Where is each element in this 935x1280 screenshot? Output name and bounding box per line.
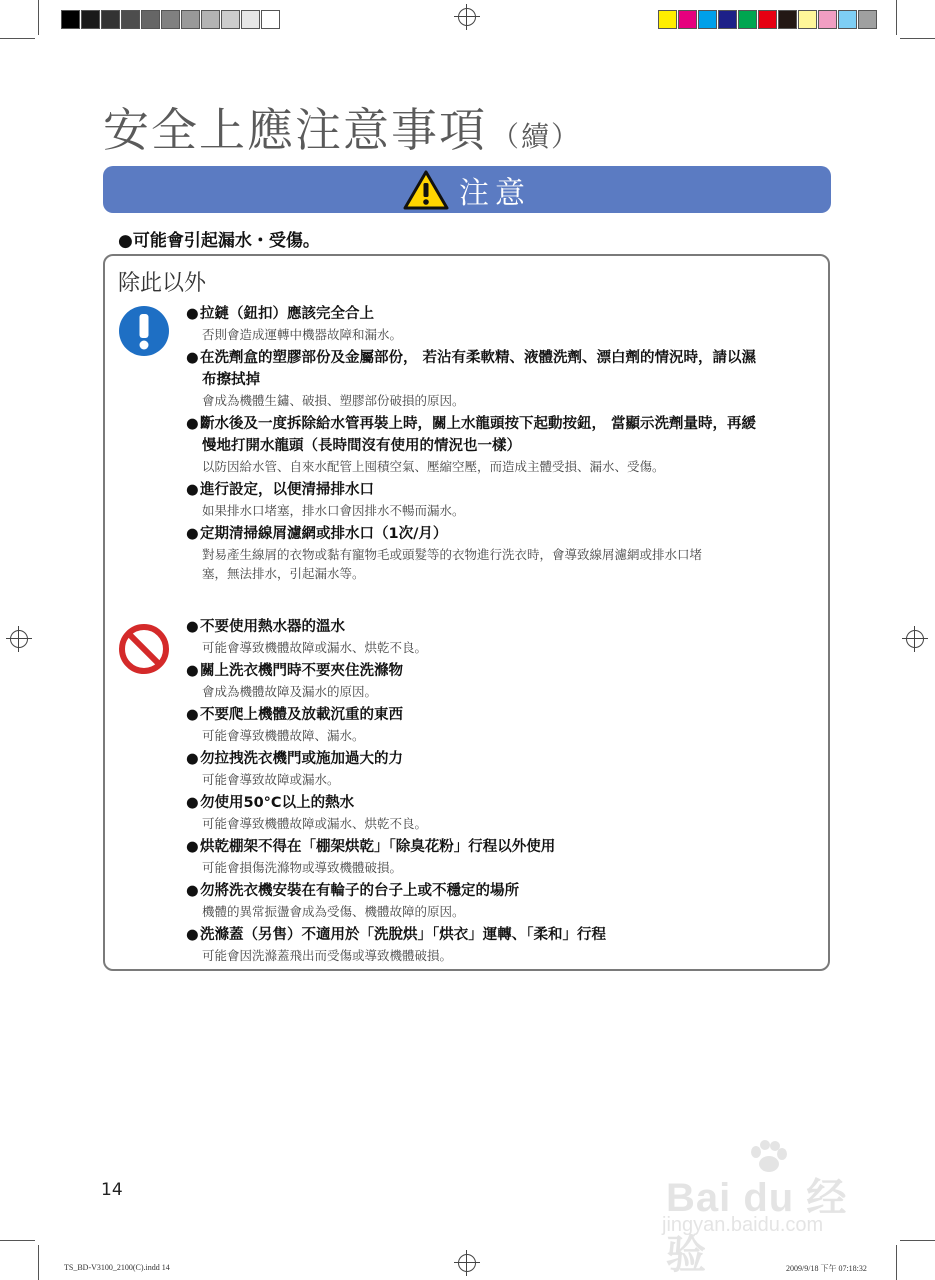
color-swatch xyxy=(818,10,837,29)
caution-banner xyxy=(103,166,831,213)
registration-mark-icon xyxy=(454,1250,480,1276)
item-description: 機體的異常振盪會成為受傷、機體故障的原因。 xyxy=(202,904,465,919)
item-description: 否則會造成運轉中機器故障和漏水。 xyxy=(202,327,403,342)
list-item: ●進行設定，以便清掃排水口 如果排水口堵塞，排水口會因排水不暢而漏水。 xyxy=(186,479,814,520)
item-heading: 關上洗衣機門時不要夾住洗滌物 xyxy=(200,663,403,679)
list-item: ●勿使用50°C以上的熱水 可能會導致機體故障或漏水、烘乾不良。 xyxy=(186,792,814,833)
color-swatch xyxy=(858,10,877,29)
lead-statement: ●可能會引起漏水・受傷。 xyxy=(118,231,320,251)
watermark-url: jingyan.baidu.com xyxy=(662,1214,824,1236)
color-swatch xyxy=(798,10,817,29)
prohibition-icon xyxy=(118,623,170,675)
item-heading: 洗滌蓋（另售）不適用於「洗脫烘」「烘衣」運轉、「柔和」行程 xyxy=(200,927,606,943)
mandatory-items xyxy=(186,303,814,586)
print-timestamp: 2009/9/18 下午 07:18:32 xyxy=(786,1264,867,1273)
list-item: ●不要爬上機體及放載沉重的東西 可能會導致機體故障、漏水。 xyxy=(186,704,814,745)
caution-label: 注意 xyxy=(459,175,531,211)
list-item: ●勿拉拽洗衣機門或施加過大的力 可能會導致故障或漏水。 xyxy=(186,748,814,789)
item-description: 可能會導致機體故障或漏水、烘乾不良。 xyxy=(202,640,428,655)
color-swatch xyxy=(181,10,200,29)
item-description: 會成為機體故障及漏水的原因。 xyxy=(202,684,378,699)
gray-color-bar xyxy=(61,10,281,29)
item-heading: 不要使用熱水器的溫水 xyxy=(200,619,345,635)
mandatory-exclamation-icon xyxy=(118,305,170,357)
panel-heading: 除此以外 xyxy=(118,271,207,296)
list-item: ●斷水後及一度拆除給水管再裝上時，關上水龍頭按下起動按鈕， 當顯示洗劑量時，再緩 慢地打開水龍頭（長時間沒有使用的情況也一樣） 以防因給水管、自來水配管上囤積空氣、壓縮空壓，而造成主體受損、漏水、受傷。 xyxy=(186,413,814,476)
page-number: 14 xyxy=(101,1180,123,1200)
item-heading: 烘乾棚架不得在「棚架烘乾」「除臭花粉」行程以外使用 xyxy=(200,839,556,855)
color-swatch xyxy=(121,10,140,29)
color-swatch xyxy=(61,10,80,29)
item-heading: 進行設定，以便清掃排水口 xyxy=(200,482,374,498)
list-item: ●勿將洗衣機安裝在有輪子的台子上或不穩定的場所 機體的異常振盪會成為受傷、機體故障的原因。 xyxy=(186,880,814,921)
color-swatch xyxy=(658,10,677,29)
item-heading: 不要爬上機體及放載沉重的東西 xyxy=(200,707,403,723)
watermark-text: Bai du 经验 xyxy=(666,1176,848,1277)
color-swatch xyxy=(778,10,797,29)
item-description: 可能會損傷洗滌物或導致機體破損。 xyxy=(202,860,403,875)
color-swatch xyxy=(241,10,260,29)
item-description: 可能會導致機體故障、漏水。 xyxy=(202,728,365,743)
item-heading: 勿使用50°C以上的熱水 xyxy=(200,795,355,811)
crop-mark xyxy=(38,1245,39,1280)
registration-mark-icon xyxy=(6,626,32,652)
list-item: ●不要使用熱水器的溫水 可能會導致機體故障或漏水、烘乾不良。 xyxy=(186,616,814,657)
crop-mark xyxy=(38,0,39,35)
list-item: ●在洗劑盒的塑膠部份及金屬部份， 若沾有柔軟精、液體洗劑、漂白劑的情況時，請以濕 布擦拭掉 會成為機體生鏽、破損、塑膠部份破損的原因。 xyxy=(186,347,814,410)
color-swatch xyxy=(718,10,737,29)
color-swatch xyxy=(698,10,717,29)
item-description: 對易產生線屑的衣物或黏有寵物毛或頭髮等的衣物進行洗衣時，會導致線屑濾網或排水口堵 xyxy=(202,547,703,562)
color-swatch xyxy=(758,10,777,29)
crop-mark xyxy=(0,1240,35,1241)
registration-mark-icon xyxy=(902,626,928,652)
crop-mark xyxy=(896,1245,897,1280)
item-heading: 勿拉拽洗衣機門或施加過大的力 xyxy=(200,751,403,767)
registration-mark-icon xyxy=(454,4,480,30)
item-heading: 拉鏈（鈕扣）應該完全合上 xyxy=(200,306,374,322)
prohibited-items xyxy=(186,616,814,968)
crop-mark xyxy=(900,38,935,39)
crop-mark xyxy=(900,1240,935,1241)
item-description-continued: 塞，無法排水，引起漏水等。 xyxy=(202,566,365,581)
color-swatch xyxy=(81,10,100,29)
color-swatch xyxy=(201,10,220,29)
list-item: ●洗滌蓋（另售）不適用於「洗脫烘」「烘衣」運轉、「柔和」行程 可能會因洗滌蓋飛出而受傷或導致機體破損。 xyxy=(186,924,814,965)
color-swatch xyxy=(838,10,857,29)
list-item: ●拉鏈（鈕扣）應該完全合上 否則會造成運轉中機器故障和漏水。 xyxy=(186,303,814,344)
page-title xyxy=(103,94,581,160)
item-description: 會成為機體生鏽、破損、塑膠部份破損的原因。 xyxy=(202,393,465,408)
color-swatch xyxy=(101,10,120,29)
color-swatch xyxy=(161,10,180,29)
item-heading: 斷水後及一度拆除給水管再裝上時，關上水龍頭按下起動按鈕， 當顯示洗劑量時，再緩 xyxy=(200,416,757,432)
color-swatch xyxy=(141,10,160,29)
item-description: 可能會因洗滌蓋飛出而受傷或導致機體破損。 xyxy=(202,948,453,963)
item-description: 以防因給水管、自來水配管上囤積空氣、壓縮空壓，而造成主體受損、漏水、受傷。 xyxy=(202,459,665,474)
page-title-main: 安全上應注意事項 xyxy=(103,103,487,157)
color-swatch xyxy=(738,10,757,29)
item-heading: 勿將洗衣機安裝在有輪子的台子上或不穩定的場所 xyxy=(200,883,519,899)
cmyk-color-bar xyxy=(658,10,878,29)
item-heading-continued: 慢地打開水龍頭（長時間沒有使用的情況也一樣） xyxy=(202,438,521,454)
item-heading: 在洗劑盒的塑膠部份及金屬部份， 若沾有柔軟精、液體洗劑、漂白劑的情況時，請以濕 xyxy=(200,350,757,366)
file-slug: TS_BD-V3100_2100(C).indd 14 xyxy=(64,1263,170,1272)
crop-mark xyxy=(896,0,897,35)
item-description: 可能會導致機體故障或漏水、烘乾不良。 xyxy=(202,816,428,831)
color-swatch xyxy=(678,10,697,29)
color-swatch xyxy=(221,10,240,29)
item-description: 可能會導致故障或漏水。 xyxy=(202,772,340,787)
list-item: ●關上洗衣機門時不要夾住洗滌物 會成為機體故障及漏水的原因。 xyxy=(186,660,814,701)
crop-mark xyxy=(0,38,35,39)
item-heading: 定期清掃線屑濾網或排水口（1次/月） xyxy=(200,526,448,542)
warning-triangle-icon xyxy=(403,170,449,210)
list-item: ●烘乾棚架不得在「棚架烘乾」「除臭花粉」行程以外使用 可能會損傷洗滌物或導致機體破損。 xyxy=(186,836,814,877)
item-heading-continued: 布擦拭掉 xyxy=(202,372,260,388)
list-item: ●定期清掃線屑濾網或排水口（1次/月） 對易產生線屑的衣物或黏有寵物毛或頭髮等的衣物進行洗衣時，會導致線屑濾網或排水口堵 塞，無法排水，引起漏水等。 xyxy=(186,523,814,583)
page-title-suffix: （續） xyxy=(491,120,582,153)
item-description: 如果排水口堵塞，排水口會因排水不暢而漏水。 xyxy=(202,503,465,518)
color-swatch xyxy=(261,10,280,29)
